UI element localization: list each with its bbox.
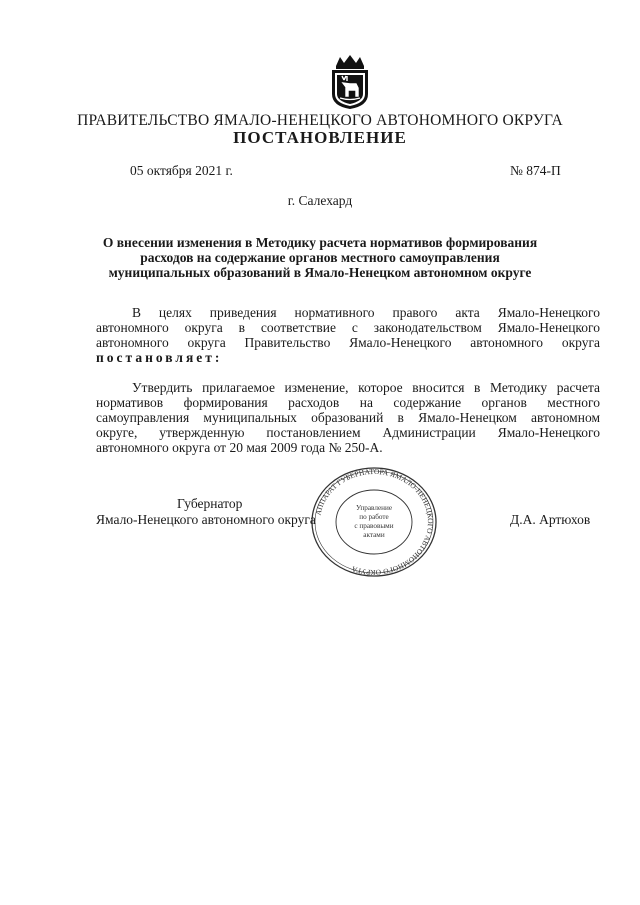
signer-name: Д.А. Артюхов [510, 512, 591, 527]
seal-center-line: актами [363, 531, 385, 539]
coat-of-arms-icon [326, 54, 374, 110]
seal-center-line: Управление [355, 504, 393, 512]
paragraph-line: автономного округа Правительство Ямало-Ненецкого автономного округа [96, 335, 600, 350]
official-seal-stamp [310, 466, 438, 578]
seal-ring-text: АППАРАТ ГУБЕРНАТОРА ЯМАЛО-НЕНЕЦКОГО АВТОНОМНОГО ОКРУГА [313, 466, 436, 578]
document-title [100, 235, 540, 280]
document-date: 05 октября 2021 г. [130, 163, 233, 178]
seal-center-line: с правовыми [354, 522, 394, 530]
paragraph-line: Утвердить прилагаемое изменение, которое вносится в Методику расчета [132, 380, 600, 395]
paragraph-line: самоуправления муниципальных образований в Ямало-Ненецком автономном [96, 410, 600, 425]
document-number: № 874-П [510, 163, 561, 178]
paragraph-line: нормативов формирования расходов на содержание органов местного [96, 395, 600, 410]
document-type: ПОСТАНОВЛЕНИЕ [233, 128, 407, 147]
signer-region: Ямало-Ненецкого автономного округа [96, 512, 316, 527]
organization-name: ПРАВИТЕЛЬСТВО ЯМАЛО-НЕНЕЦКОГО АВТОНОМНОГО ОКРУГА [77, 112, 563, 129]
title-line: муниципальных образований в Ямало-Ненецком автономном округе [108, 265, 532, 280]
paragraph-line: автономного округа от 20 мая 2009 года № 250-А. [96, 440, 383, 455]
seal-center-line: по работе [359, 513, 389, 521]
paragraph-resolution [96, 380, 600, 455]
paragraph-preamble [96, 305, 600, 365]
signer-title: Губернатор [177, 496, 243, 511]
title-line: расходов на содержание органов местного самоуправления [140, 250, 500, 265]
resolves-word: постановляет: [96, 350, 223, 365]
paragraph-line: В целях приведения нормативного правого акта Ямало-Ненецкого [132, 305, 600, 320]
document-city: г. Салехард [287, 193, 353, 208]
paragraph-line: округе, утвержденную постановлением Администрации Ямало-Ненецкого [96, 425, 600, 440]
paragraph-line: автономного округа в соответствие с законодательством Ямало-Ненецкого [96, 320, 600, 335]
title-line: О внесении изменения в Методику расчета нормативов формирования [102, 235, 538, 250]
